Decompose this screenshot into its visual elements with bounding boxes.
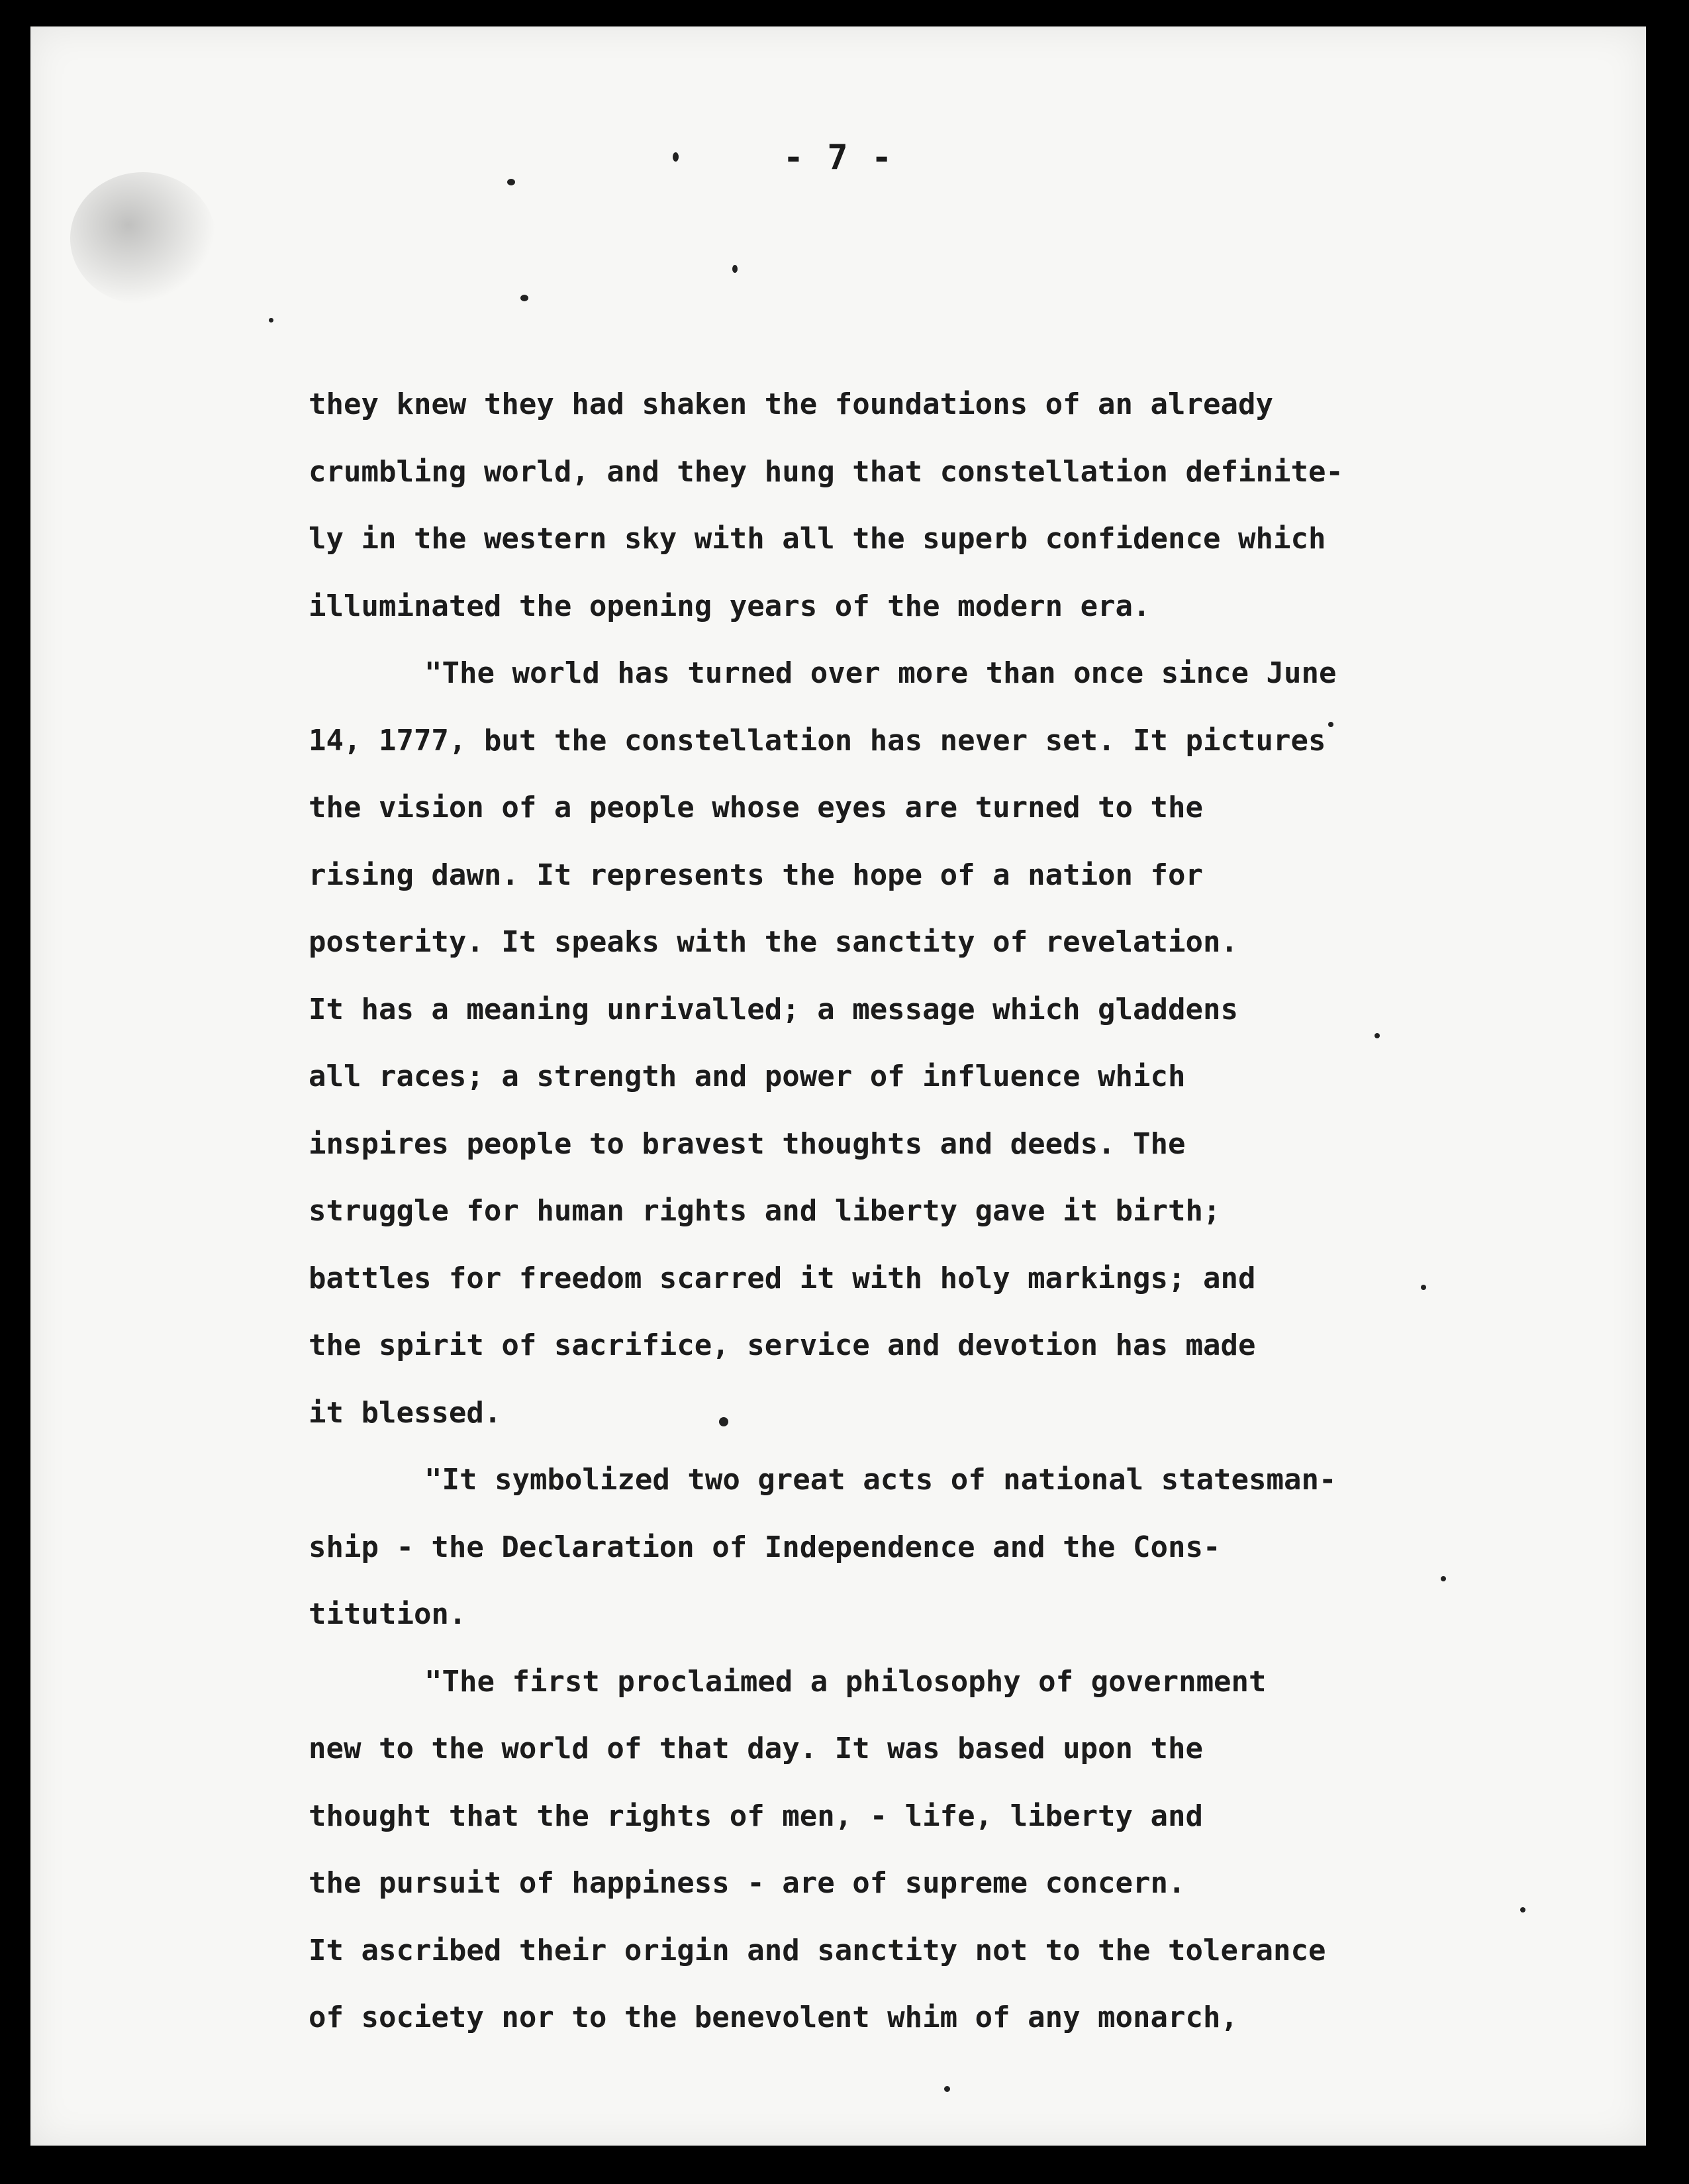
text-line: it blessed. bbox=[309, 1395, 502, 1430]
page-number: - 7 - bbox=[783, 138, 894, 177]
text-line: all races; a strength and power of influence which bbox=[309, 1060, 1186, 1093]
text-line: battles for freedom scarred it with holy markings; and bbox=[309, 1261, 1256, 1295]
text-line: rising dawn. It represents the hope of a nation for bbox=[309, 858, 1204, 892]
text-line: struggle for human rights and liberty gave it birth; bbox=[309, 1194, 1221, 1228]
scan-speck bbox=[507, 179, 515, 185]
scan-speck bbox=[269, 318, 273, 323]
text-line: posterity. It speaks with the sanctity of revelation. bbox=[309, 925, 1238, 959]
text-line: of society nor to the benevolent whim of any monarch, bbox=[309, 2001, 1238, 2034]
text-line: they knew they had shaken the foundations of an already bbox=[309, 387, 1273, 421]
text-line: ship - the Declaration of Independence and the Cons- bbox=[309, 1530, 1221, 1564]
scan-speck bbox=[732, 265, 738, 273]
text-line: "The first proclaimed a philosophy of government bbox=[424, 1664, 1267, 1699]
text-line: 14, 1777, but the constellation has never set. It pictures bbox=[309, 723, 1326, 758]
text-line: titution. bbox=[309, 1597, 467, 1631]
text-line: inspires people to bravest thoughts and deeds. The bbox=[309, 1126, 1186, 1161]
document-page bbox=[30, 26, 1646, 2146]
text-line: illuminated the opening years of the modern era. bbox=[309, 589, 1151, 623]
text-line: crumbling world, and they hung that constellation definite- bbox=[309, 454, 1343, 489]
scan-smudge bbox=[70, 172, 216, 305]
text-line: the spirit of sacrifice, service and devotion has made bbox=[309, 1328, 1256, 1362]
body-text bbox=[309, 371, 1553, 2052]
text-line: the vision of a people whose eyes are turned to the bbox=[309, 791, 1204, 824]
text-line: It ascribed their origin and sanctity not to the tolerance bbox=[309, 1933, 1326, 1967]
text-line: "The world has turned over more than once since June bbox=[424, 656, 1337, 690]
text-line: thought that the rights of men, - life, liberty and bbox=[309, 1799, 1204, 1833]
text-line: new to the world of that day. It was based upon the bbox=[309, 1732, 1204, 1765]
scan-speck bbox=[944, 2086, 950, 2092]
text-line: the pursuit of happiness - are of supreme concern. bbox=[309, 1866, 1186, 1900]
text-line: "It symbolized two great acts of national statesman- bbox=[424, 1463, 1337, 1497]
text-line: ly in the western sky with all the superb confidence which bbox=[309, 522, 1326, 556]
scan-speck bbox=[520, 295, 528, 301]
text-line: It has a meaning unrivalled; a message which gladdens bbox=[309, 992, 1238, 1026]
